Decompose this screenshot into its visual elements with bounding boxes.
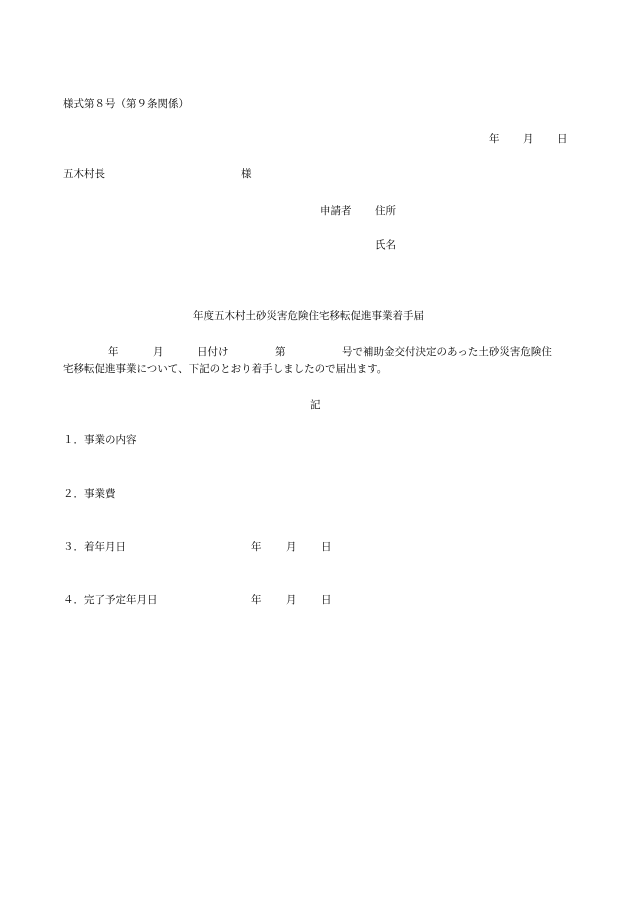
item-3-label: ３．着年月日: [63, 541, 126, 553]
body-line1-text: 号で補助金交付決定のあった土砂災害危険住: [342, 346, 552, 358]
body-year: 年: [108, 346, 119, 358]
item-2-label: ２．事業費: [63, 488, 116, 500]
body-line2: 宅移転促進事業について、下記のとおり着手しましたので届出ます。: [63, 363, 388, 375]
date-month: 月: [523, 133, 534, 145]
item-3-month: 月: [286, 541, 297, 553]
item-3-day: 日: [321, 541, 332, 553]
body-date-suffix: 日付け: [197, 346, 229, 358]
body-number-prefix: 第: [275, 346, 286, 358]
form-number: 様式第８号（第９条関係）: [63, 98, 189, 110]
document-title: 年度五木村土砂災害危険住宅移転促進事業着手届: [193, 310, 424, 322]
applicant-name-label: 氏名: [375, 239, 396, 251]
item-4-year: 年: [251, 594, 262, 606]
item-1-label: １．事業の内容: [63, 434, 137, 446]
applicant-address-label: 住所: [375, 205, 396, 217]
applicant-label: 申請者: [320, 205, 352, 217]
item-4-label: ４．完了予定年月日: [63, 594, 158, 606]
item-4-day: 日: [321, 594, 332, 606]
date-year: 年: [489, 133, 500, 145]
item-3-year: 年: [251, 541, 262, 553]
addressee-honorific: 様: [241, 168, 252, 180]
ki-heading: 記: [310, 399, 321, 411]
item-4-month: 月: [286, 594, 297, 606]
body-month: 月: [153, 346, 164, 358]
addressee-name: 五木村長: [63, 168, 105, 180]
date-day: 日: [557, 133, 568, 145]
